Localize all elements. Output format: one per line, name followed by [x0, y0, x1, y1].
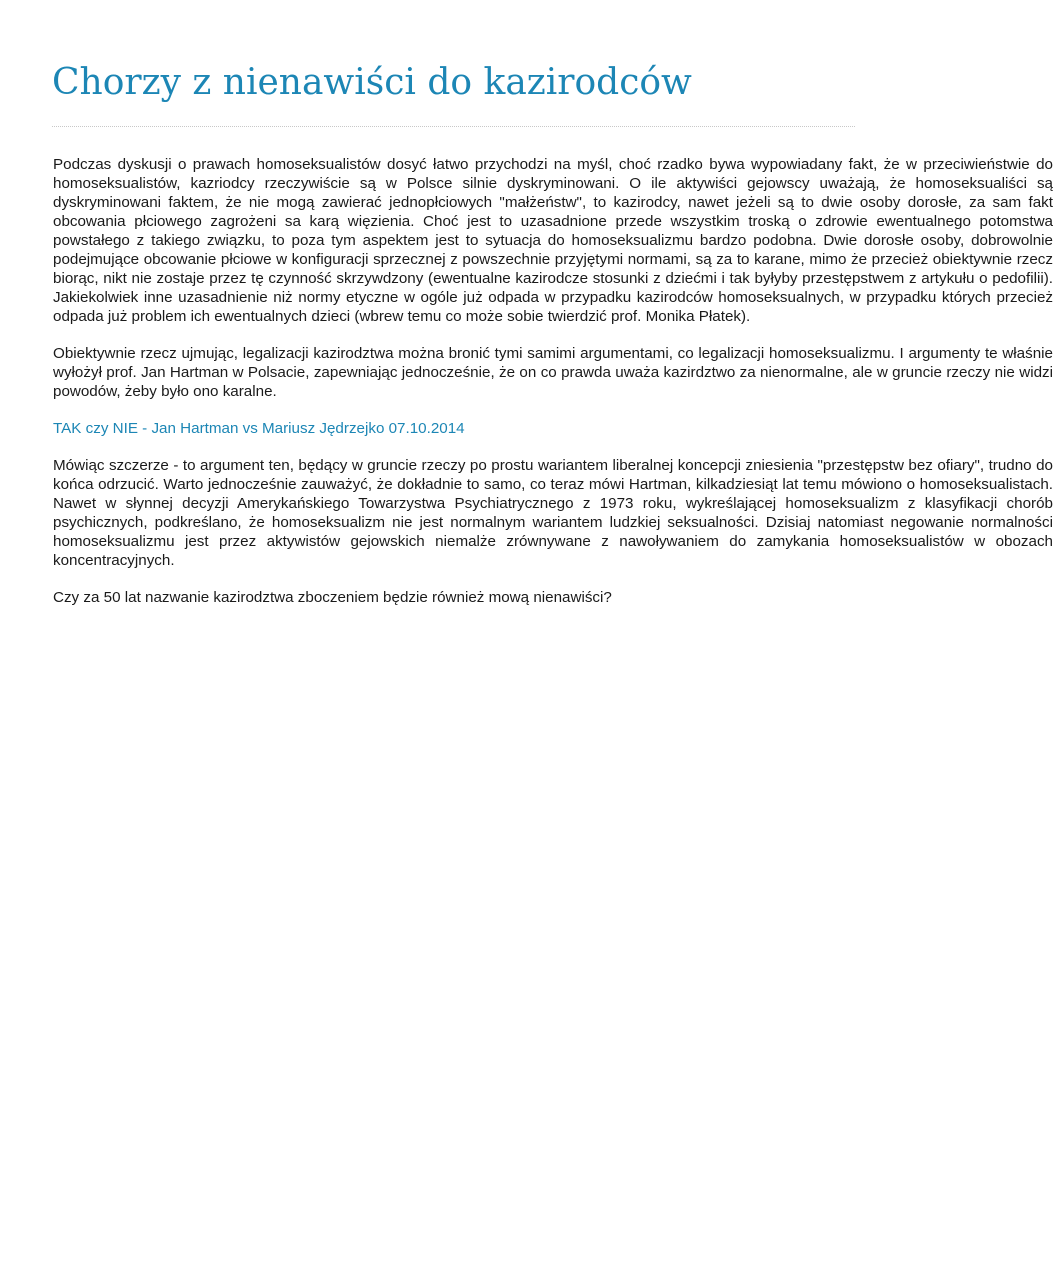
title-divider: [52, 126, 855, 127]
paragraph-2: Obiektywnie rzecz ujmując, legalizacji kazirodztwa można bronić tymi samimi argumentami, co legalizacji homoseksualizmu. I argumenty te właśnie wyłożył prof. Jan Hartman w Polsacie, zapewniając jednocześnie, że on co prawda uważa kazirdztwo za nienormalne, ale w gruncie rzeczy nie widzi powodów, żeby było ono karalne.: [53, 345, 1053, 400]
article-body: [53, 155, 1053, 625]
article-title: Chorzy z nienawiści do kazirodców: [52, 62, 692, 103]
paragraph-4: Czy za 50 lat nazwanie kazirodztwa zboczeniem będzie również mową nienawiści?: [53, 589, 612, 606]
video-link[interactable]: TAK czy NIE - Jan Hartman vs Mariusz Jędrzejko 07.10.2014: [53, 420, 465, 437]
paragraph-3: Mówiąc szczerze - to argument ten, będący w gruncie rzeczy po prostu wariantem liberalnej koncepcji zniesienia "przestępstw bez ofiary", trudno do końca odrzucić. Warto jednocześnie zauważyć, że dokładnie to samo, co teraz mówi Hartman, kilkadziesiąt lat temu mówiono o homoseksualistach. Nawet w słynnej decyzji Amerykańskiego Towarzystwa Psychiatrycznego z 1973 roku, wykreślającej homoseksualizm z klasyfikacji chorób psychicznych, podkreślano, że homoseksualizm nie jest normalnym wariantem ludzkiej seksualności. Dzisiaj natomiast negowanie normalności homoseksualizmu jest przez aktywistów gejowskich niemalże zrównywane z nawoływaniem do zamykania homoseksualistów w obozach koncentracyjnych.: [53, 457, 1053, 569]
paragraph-1: Podczas dyskusji o prawach homoseksualistów dosyć łatwo przychodzi na myśl, choć rzadko bywa wypowiadany fakt, że w przeciwieństwie do homoseksualistów, kazriodcy rzeczywiście są w Polsce silnie dyskryminowani. O ile aktywiści gejowscy uważają, że homoseksualiści są dyskryminowani faktem, że nie mogą zawierać jednopłciowych "małżeństw", to kazirodcy, nawet jeżeli są to dwie osoby dorosłe, za sam fakt obcowania płciowego zagrożeni sa karą więzienia. Choć jest to uzasadnione przede wszystkim troską o zdrowie ewentualnego potomstwa powstałego z takiego związku, to poza tym aspektem jest to sytuacja do homoseksualizmu bardzo podobna. Dwie dorosłe osoby, dobrowolnie podejmujące obcowanie płciowe w konfiguracji sprzecznej z powszechnie przyjętymi normami, są za to karane, mimo że przecież obiektywnie rzecz biorąc, nikt nie zostaje przez tę czynność skrzywdzony (ewentualne kazirodcze stosunki z dziećmi i tak byłyby przestępstwem z artykułu o pedofilii). Jakiekolwiek inne uzasadnienie niż normy etyczne w ogóle już odpada w przypadku kazirodców homoseksualnych, w przypadku których przecież odpada już problem ich ewentualnych dzieci (wbrew temu co może sobie twierdzić prof. Monika Płatek).: [53, 156, 1053, 325]
